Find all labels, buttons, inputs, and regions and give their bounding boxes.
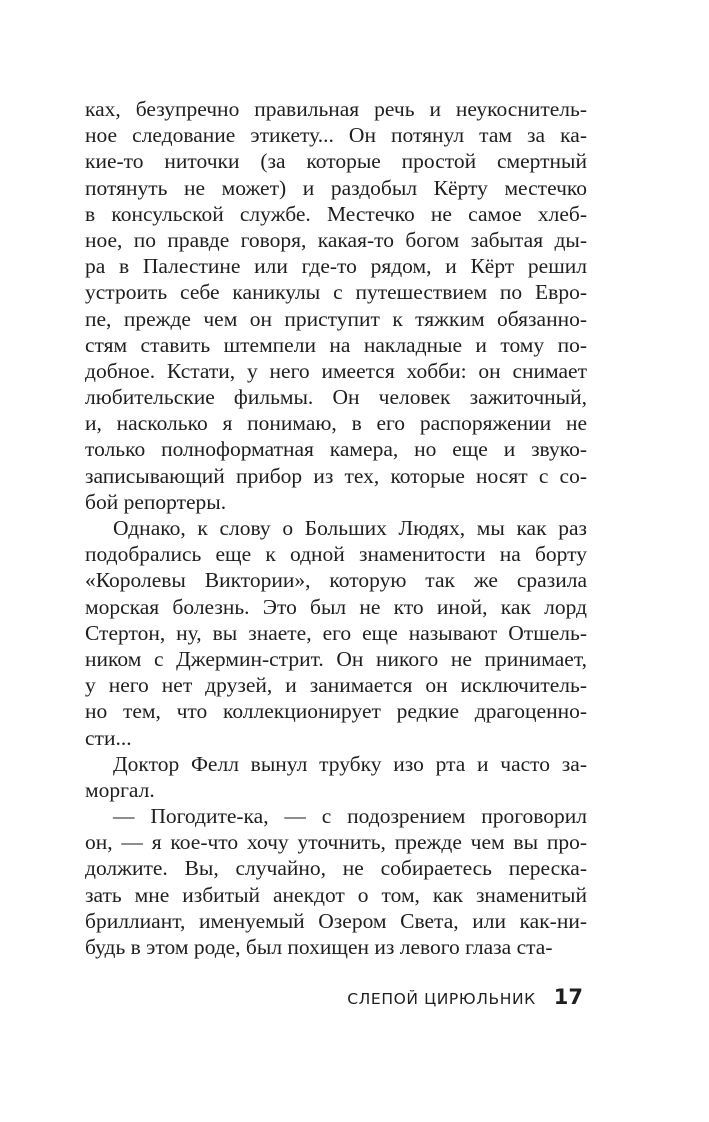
text-line: будь в этом роде, был похищен из левого глаза ста-	[85, 935, 553, 959]
text-line: подобрались еще к одной знаменитости на борту	[85, 542, 587, 567]
text-line: ное следование этикету... Он потянул там за ка-	[85, 123, 587, 148]
text-line: сти...	[85, 725, 132, 750]
text-line: «Королевы Виктории», которую так же сразила	[85, 568, 587, 593]
text-line: только полноформатная камера, но еще и звуко-	[85, 437, 587, 462]
text-line: и, насколько я понимаю, в его распоряжении не	[85, 411, 587, 436]
text-line: ра в Палестине или где-то рядом, и Кёрт решил	[85, 254, 587, 279]
paragraph	[85, 751, 587, 803]
text-line: пе, прежде чем он приступит к тяжким обязанно-	[85, 306, 587, 331]
running-title: СЛЕПОЙ ЦИРЮЛЬНИК	[347, 990, 536, 1008]
text-line: должите. Вы, случайно, не собираетесь переска-	[85, 856, 587, 881]
text-line: бриллиант, именуемый Озером Света, или как-ни-	[85, 908, 587, 933]
text-line: у него нет друзей, и занимается он исключитель-	[85, 673, 587, 698]
text-line: но тем, что коллекционирует редкие драгоценно-	[85, 699, 587, 724]
text-line: потянуть не может) и раздобыл Кёрту местечко	[85, 175, 587, 200]
paragraph	[85, 515, 587, 751]
text-line: любительские фильмы. Он человек зажиточный,	[85, 385, 587, 410]
paragraph	[85, 803, 587, 960]
text-line: ное, по правде говоря, какая-то богом забытая ды-	[85, 227, 587, 252]
text-line: ках, безупречно правильная речь и неукоснитель-	[85, 97, 587, 121]
text-line: кие-то ниточки (за которые простой смертный	[85, 149, 587, 174]
text-line: Доктор Фелл вынул трубку изо рта и часто за-	[113, 751, 587, 776]
text-line: — Погодите-ка, — с подозрением проговорил	[113, 804, 587, 829]
text-line: морская болезнь. Это был не кто иной, как лорд	[85, 594, 587, 619]
text-line: добное. Кстати, у него имеется хобби: он снимает	[85, 358, 587, 383]
text-line: моргал.	[85, 777, 155, 802]
text-line: записывающий прибор из тех, которые носят с со-	[85, 463, 587, 488]
text-line: в консульской службе. Местечко не самое хлеб-	[85, 201, 587, 226]
text-line: Однако, к слову о Больших Людях, мы как раз	[113, 516, 587, 540]
text-line: устроить себе каникулы с путешествием по Евро-	[85, 280, 587, 305]
page-footer	[347, 985, 583, 1011]
page-number: 17	[553, 985, 583, 1009]
text-line: ником с Джермин-стрит. Он никого не принимает,	[85, 646, 587, 671]
body-text	[85, 96, 587, 960]
text-line: он, — я кое-что хочу уточнить, прежде чем вы про-	[85, 830, 587, 855]
paragraph	[85, 96, 587, 515]
text-line: Стертон, ну, вы знаете, его еще называют Отшель-	[85, 620, 587, 645]
text-line: зать мне избитый анекдот о том, как знаменитый	[85, 882, 587, 907]
text-line: стям ставить штемпели на накладные и тому по-	[85, 332, 587, 357]
text-line: бой репортеры.	[85, 489, 227, 514]
